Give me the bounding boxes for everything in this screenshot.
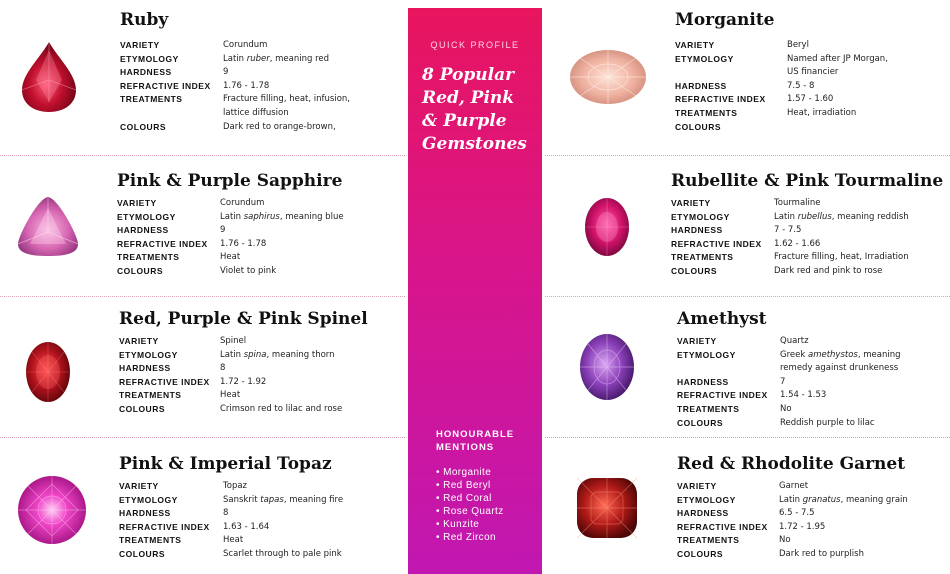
amethyst-oval-gem-icon — [578, 332, 636, 402]
etymology-value-cont: US financier — [787, 67, 839, 78]
treatments-value: Fracture filling, heat, infusion, — [223, 94, 351, 105]
colours-value: Dark red to orange-brown, — [223, 121, 336, 132]
list-item: • Kunzite — [436, 518, 480, 530]
etymology-value: Latin saphirus, meaning blue — [220, 211, 344, 222]
etymology-value: Sanskrit tapas, meaning fire — [223, 494, 344, 505]
variety-value: Garnet — [779, 481, 809, 491]
treatments-label: TREATMENTS — [119, 535, 182, 546]
variety-label: VARIETY — [120, 40, 160, 50]
treatments-value-cont: lattice diffusion — [223, 107, 289, 118]
variety-value: Spinel — [220, 336, 247, 346]
colours-value: Dark red and pink to rose — [774, 265, 883, 276]
refractive-label: REFRACTIVE INDEX — [119, 521, 210, 532]
treatments-value: Heat — [220, 390, 241, 401]
colours-label: COLOURS — [675, 121, 721, 132]
divider — [545, 155, 950, 156]
treatments-label: TREATMENTS — [671, 252, 734, 263]
variety-value: Tourmaline — [774, 198, 821, 208]
colours-label: COLOURS — [117, 265, 163, 276]
etymology-label: ETYMOLOGY — [119, 494, 178, 505]
gem-title-garnet: Red & Rhodolite Garnet — [677, 454, 906, 474]
etymology-label: ETYMOLOGY — [677, 494, 736, 505]
variety-value: Beryl — [787, 40, 809, 50]
etymology-value-cont: remedy against drunkeness — [780, 363, 899, 374]
gem-title-topaz: Pink & Imperial Topaz — [119, 454, 332, 474]
etymology-value: Latin rubellus, meaning reddish — [774, 211, 909, 222]
colours-value: Violet to pink — [220, 265, 277, 276]
colours-label: COLOURS — [677, 417, 723, 428]
refractive-label: REFRACTIVE INDEX — [671, 238, 762, 249]
topaz-round-gem-icon — [16, 474, 88, 546]
colours-label: COLOURS — [677, 548, 723, 559]
divider — [0, 155, 405, 156]
treatments-label: TREATMENTS — [120, 94, 183, 105]
variety-label: VARIETY — [119, 481, 159, 491]
refractive-value: 1.63 - 1.64 — [223, 521, 270, 532]
colours-value: Scarlet through to pale pink — [223, 548, 342, 559]
hardness-value: 9 — [223, 67, 229, 78]
variety-label: VARIETY — [675, 40, 715, 50]
divider — [0, 296, 405, 297]
hardness-value: 7.5 - 8 — [787, 80, 815, 91]
hardness-label: HARDNESS — [675, 80, 727, 91]
hardness-label: HARDNESS — [677, 508, 729, 519]
quick-profile-label: QUICK PROFILE — [430, 40, 520, 50]
divider — [545, 296, 950, 297]
variety-value: Corundum — [223, 40, 268, 50]
treatments-label: TREATMENTS — [117, 252, 180, 263]
treatments-value: No — [780, 403, 792, 414]
treatments-value: Heat — [220, 252, 241, 263]
etymology-label: ETYMOLOGY — [120, 53, 179, 64]
treatments-value: Fracture filling, heat, Irradiation — [774, 252, 909, 263]
honourable-mentions-title: HONOURABLE MENTIONS — [436, 429, 515, 453]
refractive-label: REFRACTIVE INDEX — [117, 238, 208, 249]
gem-props-spinel — [119, 335, 342, 417]
hardness-value: 9 — [220, 225, 226, 236]
infographic-title: 8 Popular Red, Pink & Purple Gemstones — [422, 65, 527, 154]
refractive-label: REFRACTIVE INDEX — [120, 80, 211, 91]
sapphire-trillion-gem-icon — [14, 194, 82, 258]
gem-props-morganite — [675, 39, 888, 134]
gem-title-amethyst: Amethyst — [677, 309, 767, 329]
etymology-value: Latin granatus, meaning grain — [779, 494, 908, 505]
etymology-label: ETYMOLOGY — [671, 211, 730, 222]
treatments-label: TREATMENTS — [119, 390, 182, 401]
list-item: • Morganite — [436, 467, 492, 478]
refractive-value: 1.72 - 1.92 — [220, 376, 267, 387]
colours-label: COLOURS — [119, 403, 165, 414]
garnet-cushion-gem-icon — [575, 476, 639, 540]
hardness-value: 8 — [220, 363, 226, 374]
spinel-oval-gem-icon — [24, 340, 72, 404]
gem-props-sapphire — [117, 197, 344, 279]
list-item: • Red Zircon — [436, 531, 496, 543]
colours-value: Crimson red to lilac and rose — [220, 403, 343, 414]
list-item: • Rose Quartz — [436, 505, 504, 517]
refractive-value: 1.62 - 1.66 — [774, 238, 821, 249]
refractive-label: REFRACTIVE INDEX — [677, 521, 768, 532]
rubellite-oval-gem-icon — [583, 196, 631, 258]
treatments-label: TREATMENTS — [677, 535, 740, 546]
variety-value: Quartz — [780, 336, 809, 346]
hardness-value: 7 — [780, 376, 786, 387]
hardness-value: 8 — [223, 508, 229, 519]
treatments-value: No — [779, 535, 791, 546]
refractive-value: 1.57 - 1.60 — [787, 94, 834, 105]
variety-label: VARIETY — [117, 198, 157, 208]
variety-label: VARIETY — [119, 336, 159, 346]
hardness-value: 7 - 7.5 — [774, 225, 802, 236]
colours-label: COLOURS — [671, 265, 717, 276]
etymology-value: Greek amethystos, meaning — [780, 349, 901, 360]
gem-props-topaz — [119, 480, 343, 562]
gem-props-ruby — [120, 39, 350, 134]
gem-title-rubellite: Rubellite & Pink Tourmaline — [671, 171, 944, 191]
etymology-value: Named after JP Morgan, — [787, 53, 888, 64]
divider — [545, 437, 950, 438]
hardness-label: HARDNESS — [119, 508, 171, 519]
refractive-value: 1.72 - 1.95 — [779, 521, 826, 532]
variety-label: VARIETY — [677, 481, 717, 491]
refractive-value: 1.76 - 1.78 — [223, 80, 270, 91]
hardness-label: HARDNESS — [119, 363, 171, 374]
list-item: • Red Coral — [436, 492, 492, 504]
refractive-value: 1.54 - 1.53 — [780, 390, 827, 401]
hardness-label: HARDNESS — [671, 225, 723, 236]
gem-title-sapphire: Pink & Purple Sapphire — [117, 171, 343, 191]
etymology-label: ETYMOLOGY — [119, 349, 178, 360]
etymology-value: Latin ruber, meaning red — [223, 53, 330, 64]
hardness-label: HARDNESS — [117, 225, 169, 236]
variety-label: VARIETY — [671, 198, 711, 208]
variety-value: Corundum — [220, 198, 265, 208]
colours-label: COLOURS — [120, 121, 166, 132]
list-item: • Red Beryl — [436, 479, 491, 491]
ruby-pear-gem-icon — [18, 40, 80, 114]
treatments-value: Heat — [223, 535, 244, 546]
refractive-label: REFRACTIVE INDEX — [677, 390, 768, 401]
gem-title-morganite: Morganite — [675, 10, 775, 30]
gem-title-ruby: Ruby — [120, 10, 169, 30]
gem-title-spinel: Red, Purple & Pink Spinel — [119, 309, 368, 329]
treatments-label: TREATMENTS — [675, 107, 738, 118]
treatments-label: TREATMENTS — [677, 403, 740, 414]
refractive-value: 1.76 - 1.78 — [220, 238, 267, 249]
etymology-label: ETYMOLOGY — [117, 211, 176, 222]
divider — [0, 437, 405, 438]
morganite-oval-gem-icon — [568, 48, 648, 106]
hardness-label: HARDNESS — [120, 67, 172, 78]
gem-props-rubellite — [671, 197, 909, 279]
etymology-value: Latin spina, meaning thorn — [220, 349, 335, 360]
colours-label: COLOURS — [119, 548, 165, 559]
colours-value: Dark red to purplish — [779, 548, 864, 559]
etymology-label: ETYMOLOGY — [675, 53, 734, 64]
gem-props-garnet — [677, 480, 908, 562]
hardness-value: 6.5 - 7.5 — [779, 508, 815, 519]
treatments-value: Heat, irradiation — [787, 107, 857, 118]
quick-profile-panel — [408, 8, 542, 574]
honourable-mentions-list — [436, 467, 504, 544]
refractive-label: REFRACTIVE INDEX — [675, 94, 766, 105]
variety-value: Topaz — [223, 481, 248, 491]
variety-label: VARIETY — [677, 336, 717, 346]
refractive-label: REFRACTIVE INDEX — [119, 376, 210, 387]
gem-props-amethyst — [677, 335, 901, 430]
hardness-label: HARDNESS — [677, 376, 729, 387]
etymology-label: ETYMOLOGY — [677, 349, 736, 360]
colours-value: Reddish purple to lilac — [780, 417, 875, 428]
